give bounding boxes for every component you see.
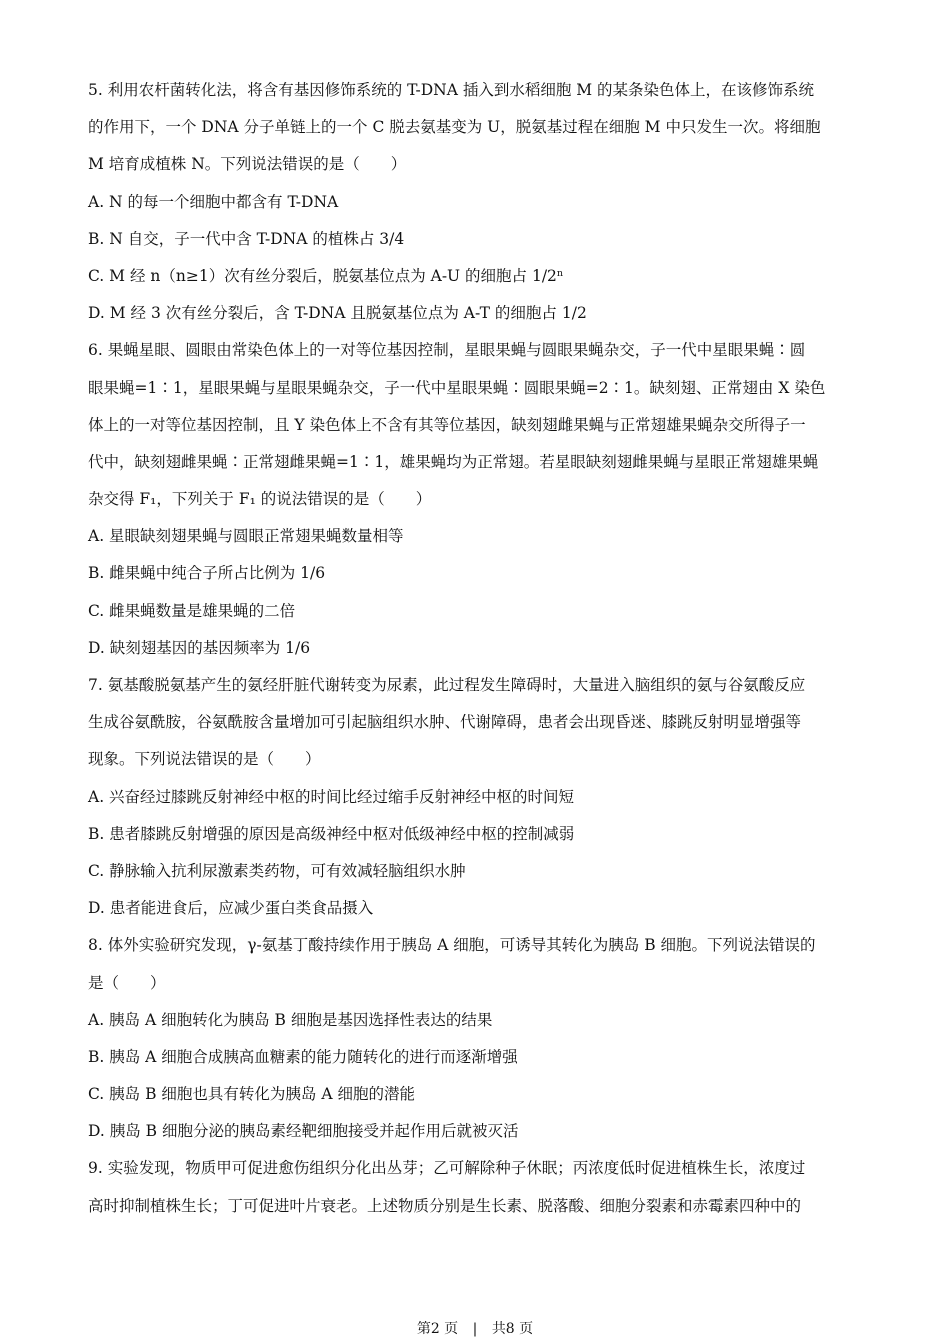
option-b: B. 雌果蝇中纯合子所占比例为 1/6 (88, 564, 326, 583)
option-d: D. 患者能进食后，应减少蛋白类食品摄入 (88, 899, 374, 918)
option-a: A. 胰岛 A 细胞转化为胰岛 B 细胞是基因选择性表达的结果 (88, 1010, 493, 1029)
question-stem-line: 9. 实验发现，物质甲可促进愈伤组织分化出丛芽；乙可解除种子休眠；丙浓度低时促进植株生长，浓度过 (88, 1159, 806, 1178)
question-5 (88, 72, 878, 332)
option-b: B. 患者膝跳反射增强的原因是高级神经中枢对低级神经中枢的控制减弱 (88, 824, 575, 843)
question-6 (88, 332, 878, 667)
option-a: A. 兴奋经过膝跳反射神经中枢的时间比经过缩手反射神经中枢的时间短 (88, 787, 575, 806)
question-stem-line: 是（ ） (88, 973, 166, 992)
exam-page (88, 72, 878, 1225)
footer-separator: | (472, 1321, 478, 1337)
question-8 (88, 927, 878, 1150)
page-footer (0, 1318, 950, 1338)
question-9 (88, 1150, 878, 1224)
question-stem-line: 高时抑制植株生长；丁可促进叶片衰老。上述物质分别是生长素、脱落酸、细胞分裂素和赤霉素四种中的 (88, 1196, 802, 1215)
option-c: C. 雌果蝇数量是雄果蝇的二倍 (88, 601, 296, 620)
option-d: D. M 经 3 次有丝分裂后，含 T-DNA 且脱氨基位点为 A-T 的细胞占 1/2 (88, 304, 587, 323)
option-d: D. 缺刻翅基因的基因频率为 1/6 (88, 638, 311, 657)
question-stem-line: 代中，缺刻翅雌果蝇∶正常翅雌果蝇=1∶1，雄果蝇均为正常翅。若星眼缺刻翅雌果蝇与星眼正常翅雄果蝇 (88, 452, 819, 471)
question-stem-line: 杂交得 F₁，下列关于 F₁ 的说法错误的是（ ） (88, 490, 432, 509)
question-7 (88, 667, 878, 927)
option-a: A. N 的每一个细胞中都含有 T-DNA (88, 192, 339, 211)
question-stem-line: 生成谷氨酰胺，谷氨酰胺含量增加可引起脑组织水肿、代谢障碍，患者会出现昏迷、膝跳反射明显增强等 (88, 713, 802, 732)
option-a: A. 星眼缺刻翅果蝇与圆眼正常翅果蝇数量相等 (88, 527, 404, 546)
question-stem-line: 5. 利用农杆菌转化法，将含有基因修饰系统的 T-DNA 插入到水稻细胞 M 的某条染色体上，在该修饰系统 (88, 81, 815, 99)
option-b: B. 胰岛 A 细胞合成胰高血糖素的能力随转化的进行而逐渐增强 (88, 1047, 518, 1066)
question-stem-line: 体上的一对等位基因控制，且 Y 染色体上不含有其等位基因，缺刻翅雌果蝇与正常翅雄果蝇杂交所得子一 (88, 415, 806, 434)
question-stem-line: 6. 果蝇星眼、圆眼由常染色体上的一对等位基因控制，星眼果蝇与圆眼果蝇杂交，子一代中星眼果蝇∶圆 (88, 341, 806, 360)
option-b: B. N 自交，子一代中含 T-DNA 的植株占 3/4 (88, 229, 405, 248)
option-c: C. 胰岛 B 细胞也具有转化为胰岛 A 细胞的潜能 (88, 1085, 415, 1104)
page-total: 共8 页 (491, 1321, 534, 1337)
question-stem-line: 现象。下列说法错误的是（ ） (88, 750, 321, 769)
option-c: C. 静脉输入抗利尿激素类药物，可有效减轻脑组织水肿 (88, 861, 466, 880)
question-stem-line: 的作用下，一个 DNA 分子单链上的一个 C 脱去氨基变为 U，脱氨基过程在细胞 M 中只发生一次。将细胞 (88, 118, 821, 137)
question-stem-line: 8. 体外实验研究发现，γ-氨基丁酸持续作用于胰岛 A 细胞，可诱导其转化为胰岛 B 细胞。下列说法错误的 (88, 936, 816, 955)
page-number: 第2 页 (416, 1321, 459, 1337)
question-stem-line: 眼果蝇=1∶1，星眼果蝇与星眼果蝇杂交，子一代中星眼果蝇∶圆眼果蝇=2∶1。缺刻翅、正常翅由 X 染色 (88, 378, 826, 397)
question-stem-line: 7. 氨基酸脱氨基产生的氨经肝脏代谢转变为尿素，此过程发生障碍时，大量进入脑组织的氨与谷氨酸反应 (88, 676, 806, 694)
question-stem-line: M 培育成植株 N。下列说法错误的是（ ） (88, 155, 407, 174)
option-c: C. M 经 n（n≥1）次有丝分裂后，脱氨基位点为 A-U 的细胞占 1/2ⁿ (88, 266, 564, 285)
option-d: D. 胰岛 B 细胞分泌的胰岛素经靶细胞接受并起作用后就被灭活 (88, 1122, 519, 1141)
